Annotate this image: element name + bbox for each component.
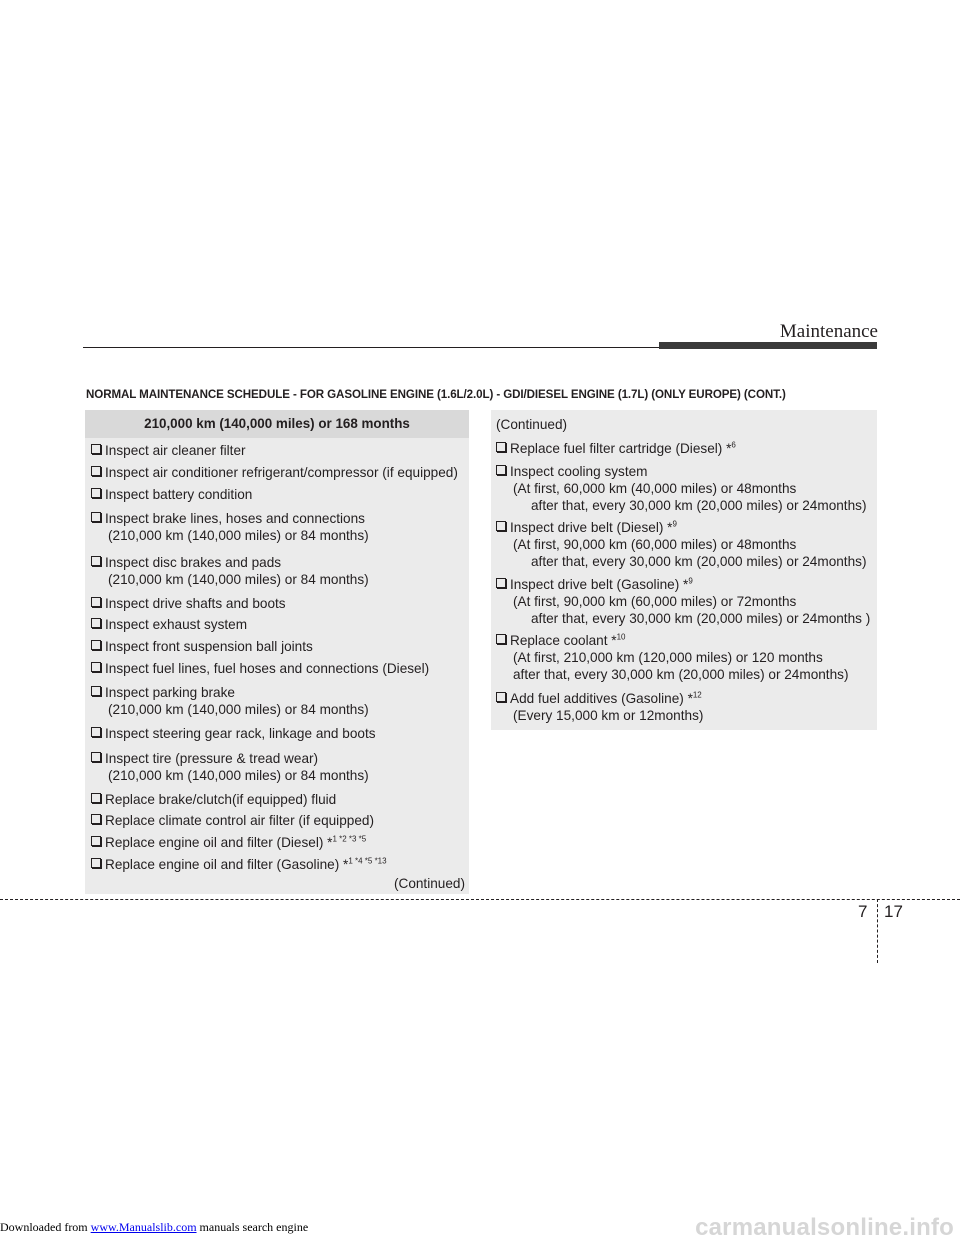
footnote-refs: 12 <box>692 690 702 700</box>
right-schedule-panel <box>491 410 877 730</box>
item-text: Inspect battery condition <box>105 487 253 502</box>
checkbox-icon <box>91 488 101 498</box>
download-banner <box>0 1220 308 1235</box>
item-text: Inspect air cleaner filter <box>105 443 246 458</box>
item-text: Replace coolant * <box>510 633 617 648</box>
footnote-refs: 1 *4 *5 *13 <box>348 856 387 866</box>
checkbox-icon <box>496 521 506 531</box>
item-subtext: (At first, 210,000 km (120,000 miles) or 120 months <box>513 650 823 665</box>
item-text: Inspect brake lines, hoses and connections <box>105 511 365 526</box>
item-subtext: after that, every 30,000 km (20,000 miles) or 24months) <box>531 498 867 513</box>
page-divider <box>0 899 960 900</box>
checkbox-icon <box>91 686 101 696</box>
item-text: Inspect parking brake <box>105 685 235 700</box>
item-text: Replace fuel filter cartridge (Diesel) * <box>510 441 732 456</box>
banner-suffix: manuals search engine <box>196 1220 309 1234</box>
checkbox-icon <box>91 597 101 607</box>
header-rule-bar <box>659 342 877 349</box>
list-item <box>496 690 703 724</box>
item-subtext: (At first, 90,000 km (60,000 miles) or 72months <box>513 594 797 609</box>
checkbox-icon <box>91 836 101 846</box>
item-subtext: after that, every 30,000 km (20,000 miles) or 24months) <box>531 554 867 569</box>
item-text: Inspect tire (pressure & tread wear) <box>105 751 319 766</box>
item-subtext: (At first, 60,000 km (40,000 miles) or 48months <box>513 481 797 496</box>
item-text: Inspect air conditioner refrigerant/compressor (if equipped) <box>105 465 458 480</box>
header-rule <box>83 347 659 348</box>
list-item <box>91 510 369 544</box>
list-item <box>91 442 246 459</box>
left-schedule-panel <box>85 410 469 894</box>
checkbox-icon <box>496 578 506 588</box>
item-text: Inspect disc brakes and pads <box>105 555 282 570</box>
checkbox-icon <box>496 465 506 475</box>
list-item <box>91 725 376 742</box>
section-title: Maintenance <box>779 321 878 342</box>
item-subtext: (Every 15,000 km or 12months) <box>513 708 704 723</box>
checkbox-icon <box>91 858 101 868</box>
checkbox-icon <box>91 793 101 803</box>
watermark: carmanualsonline.info <box>695 1214 954 1241</box>
item-subtext: (At first, 90,000 km (60,000 miles) or 48months <box>513 537 797 552</box>
page-number-divider <box>877 899 878 963</box>
list-item <box>496 632 848 683</box>
item-subtext: after that, every 30,000 km (20,000 miles) or 24months) <box>513 667 849 682</box>
list-item <box>496 440 736 457</box>
item-text: Inspect exhaust system <box>105 617 248 632</box>
list-item <box>91 638 313 655</box>
item-subtext: (210,000 km (140,000 miles) or 84 months) <box>108 702 369 717</box>
list-item <box>91 791 336 808</box>
item-subtext: after that, every 30,000 km (20,000 miles) or 24months ) <box>531 611 871 626</box>
item-text: Inspect drive shafts and boots <box>105 596 286 611</box>
continued-label: (Continued) <box>393 876 465 891</box>
item-text: Inspect cooling system <box>510 464 648 479</box>
footnote-refs: 9 <box>672 519 677 529</box>
checkbox-icon <box>496 634 506 644</box>
item-text: Replace engine oil and filter (Gasoline) * <box>105 857 349 872</box>
item-text: Inspect front suspension ball joints <box>105 639 313 654</box>
checkbox-icon <box>91 662 101 672</box>
continued-label: (Continued) <box>496 417 568 432</box>
banner-prefix: Downloaded from <box>0 1220 91 1234</box>
item-subtext: (210,000 km (140,000 miles) or 84 months) <box>108 768 369 783</box>
checkbox-icon <box>91 814 101 824</box>
footnote-refs: 6 <box>731 440 736 450</box>
checkbox-icon <box>496 442 506 452</box>
manualslib-link[interactable]: www.Manualslib.com <box>90 1220 197 1234</box>
list-item <box>91 660 429 677</box>
checkbox-icon <box>91 512 101 522</box>
item-subtext: (210,000 km (140,000 miles) or 84 months) <box>108 528 369 543</box>
footnote-refs: 1 *2 *3 *5 <box>332 834 367 844</box>
checkbox-icon <box>91 752 101 762</box>
list-item <box>91 812 374 829</box>
checkbox-icon <box>91 727 101 737</box>
list-item <box>91 464 458 481</box>
list-item <box>91 856 387 873</box>
list-item <box>496 519 866 570</box>
list-item <box>91 834 366 851</box>
footnote-refs: 10 <box>616 632 626 642</box>
chapter-number: 7 <box>858 902 868 921</box>
item-text: Add fuel additives (Gasoline) * <box>510 691 693 706</box>
list-item <box>496 576 870 627</box>
interval-header: 210,000 km (140,000 miles) or 168 months <box>85 410 469 438</box>
checkbox-icon <box>91 444 101 454</box>
list-item <box>91 554 369 588</box>
list-item <box>91 684 369 718</box>
item-text: Inspect steering gear rack, linkage and boots <box>105 726 376 741</box>
list-item <box>91 750 369 784</box>
checkbox-icon <box>91 466 101 476</box>
item-text: Inspect drive belt (Diesel) * <box>510 520 673 535</box>
list-item <box>91 595 286 612</box>
footnote-refs: 9 <box>688 576 693 586</box>
item-text: Replace brake/clutch(if equipped) fluid <box>105 792 337 807</box>
item-text: Inspect fuel lines, fuel hoses and connections (Diesel) <box>105 661 430 676</box>
checkbox-icon <box>496 692 506 702</box>
item-subtext: (210,000 km (140,000 miles) or 84 months) <box>108 572 369 587</box>
list-item <box>496 463 866 514</box>
page-number: 17 <box>884 902 903 921</box>
list-item <box>91 486 252 503</box>
schedule-heading: NORMAL MAINTENANCE SCHEDULE - FOR GASOLINE ENGINE (1.6L/2.0L) - GDI/DIESEL ENGINE (1.7L) (ONLY EUROPE) (CONT.) <box>86 388 786 401</box>
checkbox-icon <box>91 556 101 566</box>
list-item <box>91 616 247 633</box>
item-text: Replace engine oil and filter (Diesel) * <box>105 835 333 850</box>
checkbox-icon <box>91 618 101 628</box>
checkbox-icon <box>91 640 101 650</box>
item-text: Replace climate control air filter (if equipped) <box>105 813 374 828</box>
item-text: Inspect drive belt (Gasoline) * <box>510 577 689 592</box>
